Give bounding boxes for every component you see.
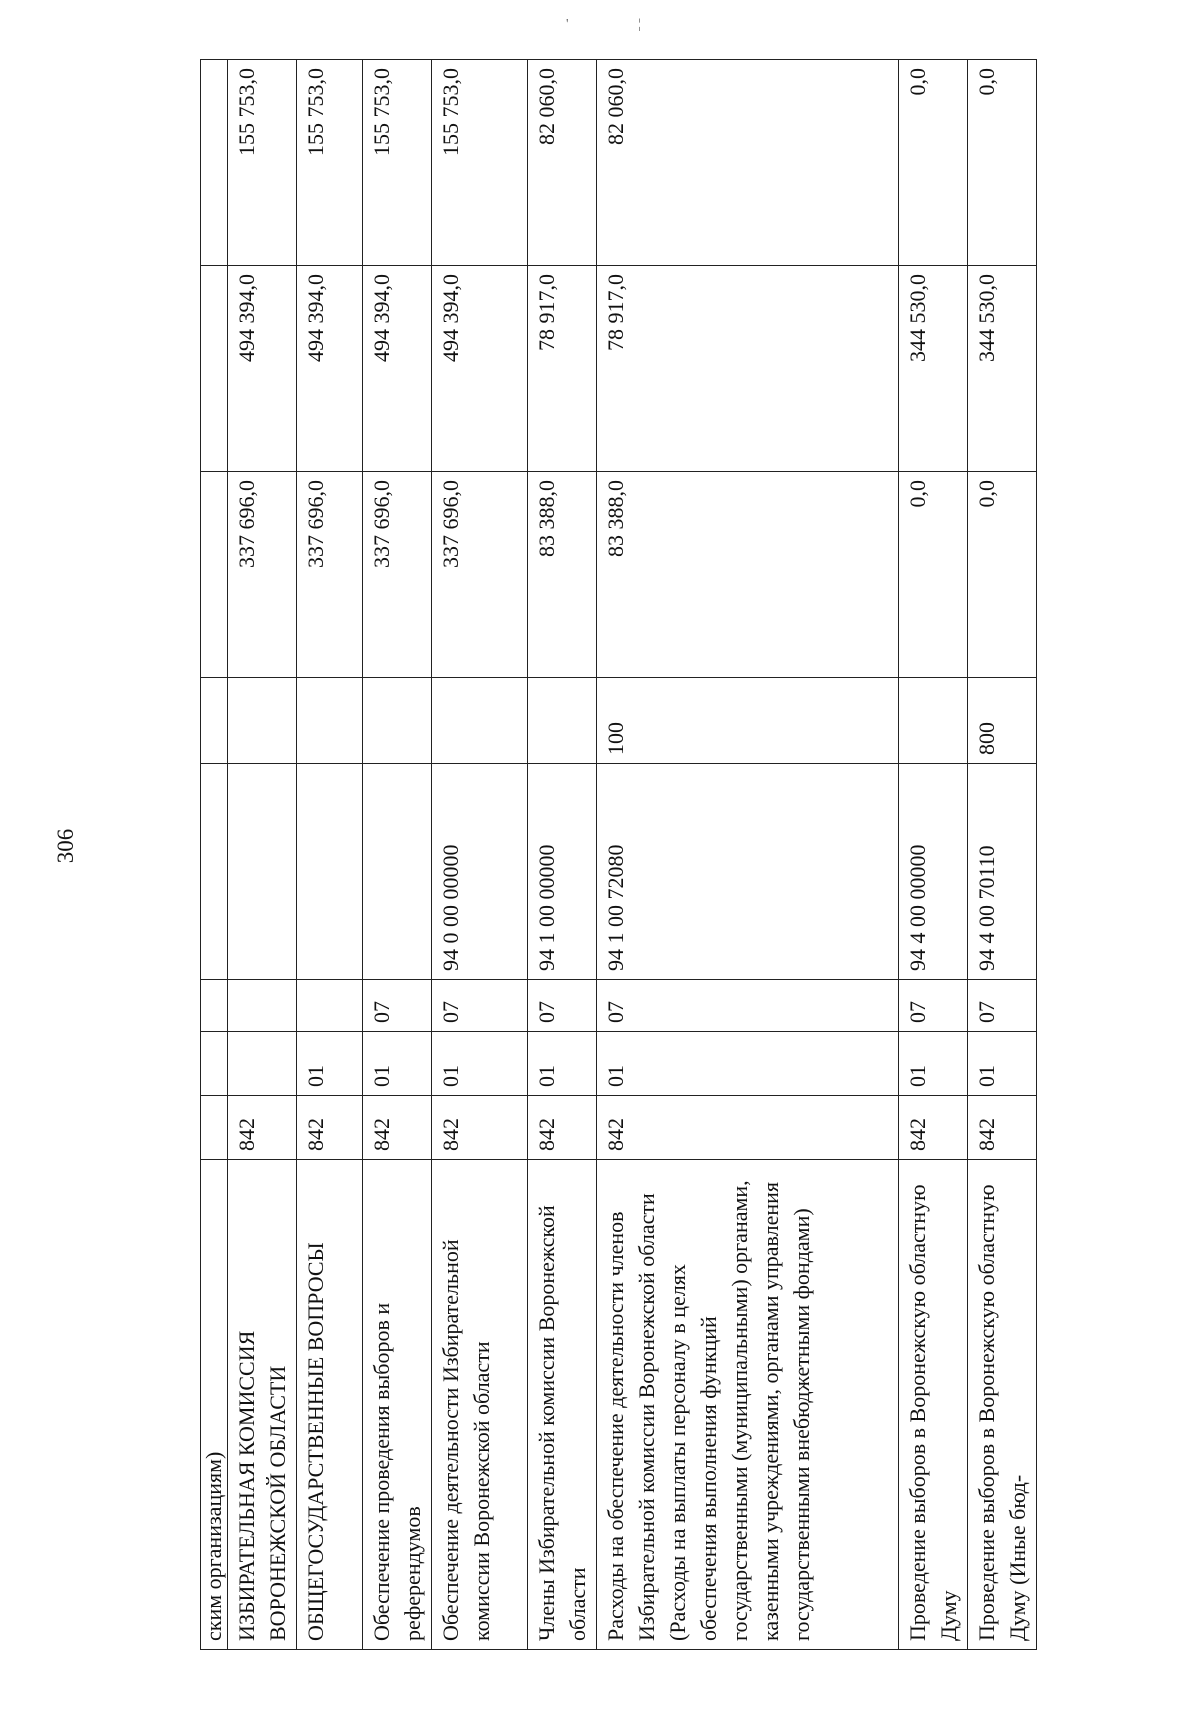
amount-cell-2: 494 394,0 bbox=[297, 266, 363, 472]
row-name-cell: Обеспечение проведения выборов и референдумов bbox=[363, 1160, 432, 1650]
amount-cell-2: 78 917,0 bbox=[597, 266, 899, 472]
expense-type-cell: 100 bbox=[597, 678, 899, 764]
amount-cell-2: 494 394,0 bbox=[432, 266, 528, 472]
expense-type-cell bbox=[899, 678, 968, 764]
row-name-cell: ОБЩЕГОСУДАРСТВЕННЫЕ ВОПРОСЫ bbox=[297, 1160, 363, 1650]
section-code-cell: 01 bbox=[297, 1032, 363, 1096]
subsection-code-cell: 07 bbox=[363, 980, 432, 1032]
section-code-cell bbox=[228, 1032, 297, 1096]
section-code-cell: 01 bbox=[597, 1032, 899, 1096]
subsection-code-cell: 07 bbox=[432, 980, 528, 1032]
row-name-cell: Члены Избирательной комиссии Воронежской области bbox=[528, 1160, 597, 1650]
expense-type-cell: 800 bbox=[968, 678, 1037, 764]
amount-cell-3: 155 753,0 bbox=[363, 60, 432, 266]
expense-type-cell bbox=[201, 678, 228, 764]
scan-mark: ¦ bbox=[638, 17, 641, 32]
scan-mark: ' bbox=[566, 17, 569, 32]
amount-cell-2: 494 394,0 bbox=[363, 266, 432, 472]
amount-cell-3: 0,0 bbox=[899, 60, 968, 266]
department-code-cell: 842 bbox=[363, 1096, 432, 1160]
table-row bbox=[899, 60, 968, 1650]
target-article-cell: 94 4 00 70110 bbox=[968, 764, 1037, 980]
amount-cell-3: 82 060,0 bbox=[597, 60, 899, 266]
target-article-cell bbox=[297, 764, 363, 980]
amount-cell-1: 83 388,0 bbox=[528, 472, 597, 678]
target-article-cell: 94 4 00 00000 bbox=[899, 764, 968, 980]
row-name-cell: Проведение выборов в Воронежскую областную Думу (Иные бюд- bbox=[968, 1160, 1037, 1650]
amount-cell-2: 344 530,0 bbox=[899, 266, 968, 472]
department-code-cell bbox=[201, 1096, 228, 1160]
subsection-code-cell: 07 bbox=[597, 980, 899, 1032]
amount-cell-3: 82 060,0 bbox=[528, 60, 597, 266]
row-name-cell: ИЗБИРАТЕЛЬНАЯ КОМИССИЯ ВОРОНЕЖСКОЙ ОБЛАСТИ bbox=[228, 1160, 297, 1650]
amount-cell-2: 78 917,0 bbox=[528, 266, 597, 472]
department-code-cell: 842 bbox=[228, 1096, 297, 1160]
table-row bbox=[297, 60, 363, 1650]
amount-cell-3: 0,0 bbox=[968, 60, 1037, 266]
table-row bbox=[201, 60, 228, 1650]
amount-cell-3: 155 753,0 bbox=[432, 60, 528, 266]
expense-type-cell bbox=[528, 678, 597, 764]
table-row bbox=[968, 60, 1037, 1650]
table-row bbox=[597, 60, 899, 1650]
amount-cell-1: 0,0 bbox=[899, 472, 968, 678]
table-row bbox=[528, 60, 597, 1650]
amount-cell-3 bbox=[201, 60, 228, 266]
department-code-cell: 842 bbox=[899, 1096, 968, 1160]
section-code-cell: 01 bbox=[432, 1032, 528, 1096]
budget-table bbox=[200, 59, 1037, 1650]
target-article-cell bbox=[363, 764, 432, 980]
subsection-code-cell: 07 bbox=[528, 980, 597, 1032]
section-code-cell: 01 bbox=[899, 1032, 968, 1096]
department-code-cell: 842 bbox=[597, 1096, 899, 1160]
expense-type-cell bbox=[363, 678, 432, 764]
row-name-cell: Обеспечение деятельности Избирательной комиссии Воронежской области bbox=[432, 1160, 528, 1650]
amount-cell-3: 155 753,0 bbox=[297, 60, 363, 266]
table-row bbox=[363, 60, 432, 1650]
amount-cell-3: 155 753,0 bbox=[228, 60, 297, 266]
amount-cell-1: 337 696,0 bbox=[297, 472, 363, 678]
department-code-cell: 842 bbox=[528, 1096, 597, 1160]
expense-type-cell bbox=[432, 678, 528, 764]
section-code-cell: 01 bbox=[968, 1032, 1037, 1096]
section-code-cell bbox=[201, 1032, 228, 1096]
amount-cell-2 bbox=[201, 266, 228, 472]
department-code-cell: 842 bbox=[432, 1096, 528, 1160]
section-code-cell: 01 bbox=[528, 1032, 597, 1096]
subsection-code-cell bbox=[228, 980, 297, 1032]
row-name-cell: Проведение выборов в Воронежскую областную Думу bbox=[899, 1160, 968, 1650]
subsection-code-cell bbox=[297, 980, 363, 1032]
budget-table-container bbox=[200, 60, 1090, 1650]
amount-cell-1: 337 696,0 bbox=[432, 472, 528, 678]
subsection-code-cell bbox=[201, 980, 228, 1032]
department-code-cell: 842 bbox=[297, 1096, 363, 1160]
subsection-code-cell: 07 bbox=[968, 980, 1037, 1032]
target-article-cell: 94 1 00 00000 bbox=[528, 764, 597, 980]
table-row bbox=[432, 60, 528, 1650]
amount-cell-2: 494 394,0 bbox=[228, 266, 297, 472]
department-code-cell: 842 bbox=[968, 1096, 1037, 1160]
target-article-cell: 94 1 00 72080 bbox=[597, 764, 899, 980]
row-name-cell: ским организациям) bbox=[201, 1160, 228, 1650]
section-code-cell: 01 bbox=[363, 1032, 432, 1096]
amount-cell-1: 83 388,0 bbox=[597, 472, 899, 678]
amount-cell-1: 0,0 bbox=[968, 472, 1037, 678]
target-article-cell bbox=[228, 764, 297, 980]
amount-cell-2: 344 530,0 bbox=[968, 266, 1037, 472]
expense-type-cell bbox=[297, 678, 363, 764]
amount-cell-1: 337 696,0 bbox=[363, 472, 432, 678]
amount-cell-1: 337 696,0 bbox=[228, 472, 297, 678]
target-article-cell bbox=[201, 764, 228, 980]
page-number: 306 bbox=[53, 828, 78, 864]
amount-cell-1 bbox=[201, 472, 228, 678]
expense-type-cell bbox=[228, 678, 297, 764]
row-name-cell: Расходы на обеспечение деятельности членов Избирательной комиссии Воронежской области (Расходы на выплаты персоналу в целях обеспечения выполнения функций государственными (муниципальными) органами, казенными учреждениями, органами управления государственными внебюджетными фондами) bbox=[597, 1160, 899, 1650]
subsection-code-cell: 07 bbox=[899, 980, 968, 1032]
target-article-cell: 94 0 00 00000 bbox=[432, 764, 528, 980]
table-row bbox=[228, 60, 297, 1650]
